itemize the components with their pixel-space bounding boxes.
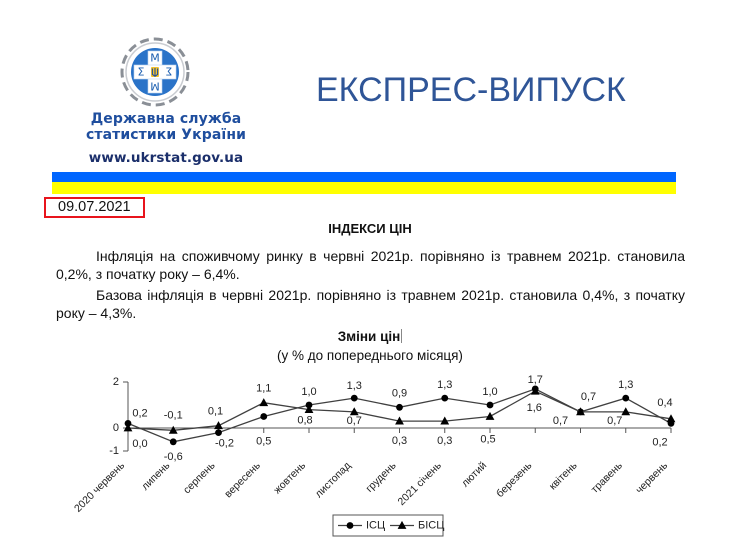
- logo-letter-right: Σ: [165, 65, 173, 79]
- data-label: 0,1: [207, 405, 224, 418]
- logo-letter-top: М: [150, 51, 160, 65]
- legend-label: ІСЦ: [366, 519, 386, 532]
- data-label: 1,0: [301, 386, 317, 398]
- data-label: 1,3: [346, 380, 362, 393]
- body-text: [56, 247, 685, 325]
- y-tick-label: -1: [109, 445, 119, 457]
- data-label: 0,0: [132, 438, 148, 450]
- data-label: 0,7: [580, 390, 597, 403]
- data-label: 0,8: [297, 414, 313, 427]
- y-tick-label: 0: [112, 422, 119, 434]
- circle-marker-icon: [487, 402, 494, 409]
- website-link[interactable]: www.ukrstat.gov.ua: [88, 150, 244, 166]
- release-date: 09.07.2021: [58, 199, 131, 215]
- data-label: 0,5: [256, 435, 272, 448]
- y-tick-label: 2: [112, 376, 119, 388]
- data-label: -0,1: [163, 409, 183, 422]
- category-label: вересень: [222, 459, 263, 501]
- circle-marker-icon: [215, 429, 222, 436]
- circle-marker-icon: [396, 404, 403, 411]
- circle-marker-icon: [260, 413, 267, 420]
- section-title: ІНДЕКСИ ЦІН: [328, 221, 412, 236]
- paragraph-core-inflation: [56, 286, 685, 322]
- category-label: серпень: [181, 459, 218, 497]
- data-label: 1,1: [256, 382, 272, 395]
- category-label: жовтень: [271, 459, 309, 497]
- data-label: 0,4: [657, 396, 673, 409]
- data-label: -0,6: [163, 450, 183, 463]
- paragraph-line: року – 4,3%.: [56, 305, 137, 321]
- data-label: 0,9: [391, 387, 408, 400]
- circle-marker-icon: [622, 395, 629, 402]
- data-label: 0,3: [391, 435, 408, 448]
- flag-stripe-yellow: [52, 182, 676, 194]
- data-label: 0,5: [480, 433, 496, 446]
- price-change-chart: [60, 365, 710, 550]
- category-label: 2020 червень: [71, 459, 128, 515]
- category-label: лютий: [459, 459, 490, 490]
- ukrstat-logo: [117, 34, 193, 110]
- data-label: 0,3: [437, 435, 453, 448]
- logo-letter-left: Σ: [137, 65, 145, 79]
- circle-marker-icon: [441, 395, 448, 402]
- chart-title-text: Зміни цін: [337, 329, 401, 344]
- paragraph-line: Базова інфляція в червні 2021р. порівняно із травнем 2021р. становила 0,4%, з початку: [96, 287, 685, 303]
- data-label: 1,3: [437, 379, 453, 392]
- category-label: березень: [494, 459, 535, 500]
- circle-marker-icon: [170, 438, 177, 445]
- chart-legend: [333, 515, 444, 536]
- chart-subtitle: (у % до попереднього місяця): [277, 348, 463, 363]
- text-cursor: [401, 329, 402, 343]
- data-label: 1,6: [526, 402, 542, 415]
- circle-marker-icon: [351, 395, 358, 402]
- data-label: 0,2: [652, 436, 668, 449]
- chart-title: [0, 328, 740, 346]
- category-label: червень: [633, 459, 671, 497]
- data-label: 0,2: [132, 407, 148, 420]
- circle-marker-icon: [347, 522, 354, 529]
- chart-category-labels: [72, 459, 671, 515]
- chart-data-labels: [132, 374, 672, 463]
- triangle-marker-icon: [214, 421, 223, 429]
- triangle-marker-icon: [259, 398, 268, 406]
- data-label: 1,0: [482, 386, 498, 398]
- data-label: 1,7: [527, 373, 543, 386]
- paragraph-line: Інфляція на споживчому ринку в червні 2021р. порівняно із травнем 2021р. становила: [96, 248, 685, 264]
- category-label: травень: [588, 459, 625, 496]
- category-label: 2021 січень: [395, 459, 444, 509]
- category-label: квітень: [546, 459, 580, 493]
- data-label: -0,2: [215, 437, 234, 450]
- category-label: грудень: [363, 459, 399, 495]
- paragraph-inflation: [56, 247, 685, 283]
- data-label: 0,7: [607, 414, 623, 427]
- trident-icon: [151, 67, 159, 77]
- paragraph-line: 0,2%, з початку року – 6,4%.: [56, 266, 240, 282]
- org-name-line2: статистики України: [85, 127, 247, 143]
- data-label: 0,7: [346, 414, 362, 427]
- flag-stripe-blue: [52, 172, 676, 182]
- data-label: 1,3: [618, 379, 634, 392]
- logo-letter-bottom: М: [150, 79, 160, 93]
- express-release-title: ЕКСПРЕС-ВИПУСК: [316, 71, 626, 109]
- triangle-marker-icon: [486, 412, 495, 420]
- chart-axes: [109, 373, 671, 457]
- category-label: липень: [139, 459, 173, 493]
- data-label: 0,7: [552, 414, 569, 427]
- org-name-line1: Державна служба: [90, 111, 242, 127]
- legend-label: БІСЦ: [418, 519, 445, 532]
- category-label: листопад: [312, 459, 354, 501]
